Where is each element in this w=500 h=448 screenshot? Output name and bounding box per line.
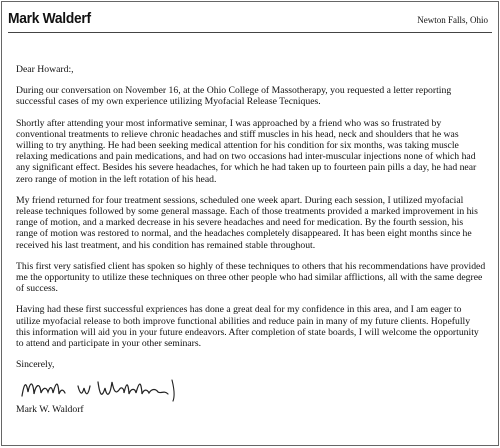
handwritten-signature bbox=[16, 374, 196, 402]
closing: Sincerely, bbox=[16, 359, 55, 371]
paragraph-5: Having had these first successful expriences has done a great deal for my confidence in this area, and I am eager to utilize myofacial release to both improve functional abilities and reduce pain in many of my future clients. Hopefully this information will aid you in your future endeavors. After completion of state boards, I will welcome the opportunity to attend and participate in your other seminars. bbox=[16, 304, 479, 350]
letterhead-location: Newton Falls, Ohio bbox=[417, 15, 488, 25]
paragraph-1: During our conversation on November 16, at the Ohio College of Massotherapy, you requested a letter reporting successful cases of my own experience utilizing Myofacial Release Tecniques. bbox=[16, 85, 452, 108]
letterhead-name: Mark Walderf bbox=[8, 10, 91, 27]
printed-name: Mark W. Waldorf bbox=[16, 404, 84, 416]
paragraph-4: This first very satisfied client has spoken so highly of these techniques to others that his recommendations have provided me the opportunity to utilize these techniques on three other people who had similar afflictions, all with the same degree of success. bbox=[16, 260, 486, 295]
salutation: Dear Howard:, bbox=[16, 64, 74, 75]
paragraph-3: My friend returned for four treatment sessions, scheduled one week apart. During each session, I utilized myofacial release techniques followed by some general massage. Each of those treatments provided a marked improvement in his range of motion, and a marked decrease in his severe headaches and need for medication. By the fourth session, his range of motion was restored to normal, and the headaches completely disappeared. It has been eight months since he received his last treatment, and his condition has remained stable throughout. bbox=[16, 194, 478, 251]
letter-body bbox=[16, 64, 486, 416]
paragraph-2: Shortly after attending your most informative seminar, I was approached by a friend who was so frustrated by conventional treatments to relieve chronic headaches and stiff muscles in his head, neck and shoulders that he was willing to try anything. He had been seeking medical attention for his condition for six months, was taking muscle relaxing medications and pain medications, and had on two occasions had inter-muscular injections none of which had any significant effect. Besides his severe headaches, for which he had taken up to fourteen pain pills a day, he had near zero range of motion in the left rotation of his head. bbox=[16, 117, 477, 185]
letter-page bbox=[1, 1, 499, 446]
letterhead bbox=[8, 6, 492, 36]
letterhead-divider bbox=[8, 32, 492, 33]
